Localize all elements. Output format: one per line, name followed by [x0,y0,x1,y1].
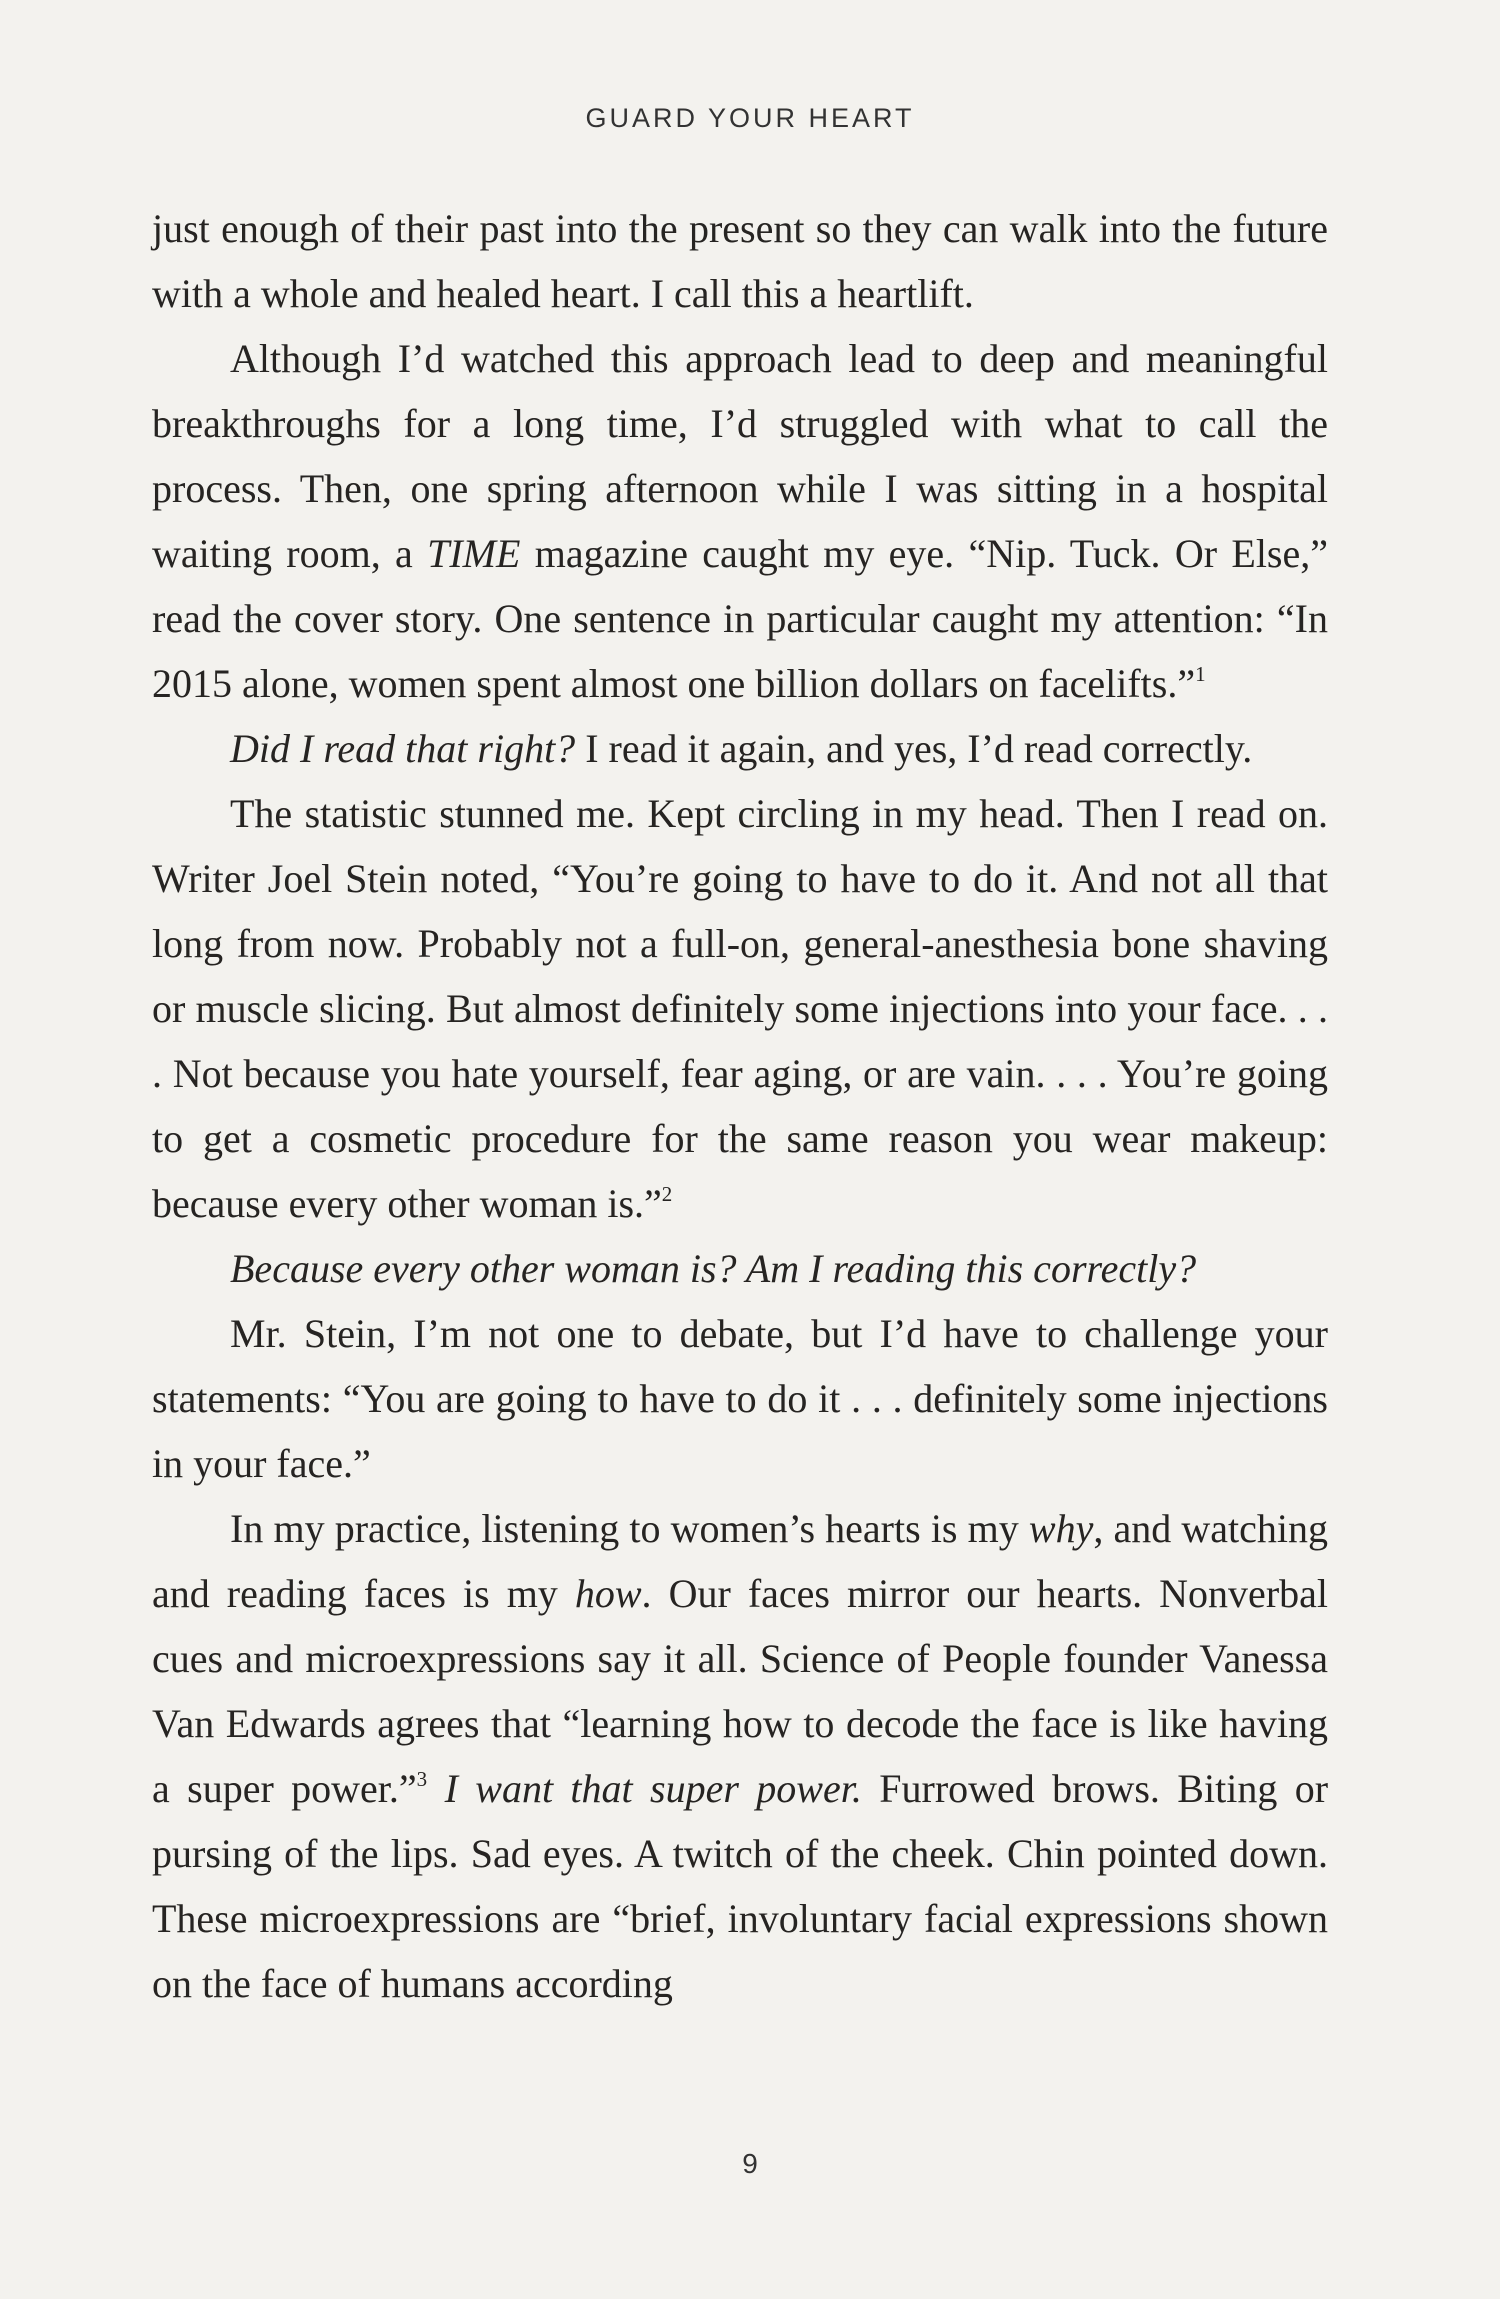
italic-text: how [574,1571,642,1616]
text-run: In my practice, listening to women’s hearts is my [230,1506,1029,1551]
text-run: just enough of their past into the present so they can walk into the future with a whole and healed heart. I call this a heartlift. [152,206,1328,316]
text-run: Although I’d watched this approach lead to deep and meaningful breakthroughs for a long time, I’d struggled with what to call the process. Then, one spring afternoon while I was sitting in a hospital waiting room, a [152,336,1328,576]
text-run: Mr. Stein, I’m not one to debate, but I’d have to challenge your statements: “You are going to have to do it . . . definitely some injections in your face.” [152,1311,1328,1486]
italic-text: Because every other woman is? Am I reading this correctly? [230,1246,1197,1291]
paragraph [152,716,1328,781]
paragraph [152,1236,1328,1301]
text-run: Furrowed brows. Biting or pursing of the lips. Sad eyes. A twitch of the cheek. Chin pointed down. These microexpressions are “brief, involuntary facial expressions shown on the face of humans according [152,1766,1329,2006]
text-run: . Our faces mirror our hearts. Nonverbal cues and microexpressions say it all. Science of People founder Vanessa Van Edwards agrees that “learning how to decode the face is like having a super power.” [152,1571,1329,1811]
page-number: 9 [742,2148,758,2179]
text-run: magazine caught my eye. “Nip. Tuck. Or Else,” read the cover story. One sentence in particular caught my attention: “In 2015 alone, women spent almost one billion dollars on facelifts.” [152,531,1329,706]
italic-text: Did I read that right? [230,726,576,771]
italic-text: why [1028,1506,1094,1551]
italic-text: TIME [427,531,521,576]
body-text [152,196,1328,2016]
paragraph [152,326,1328,716]
footnote-marker: 1 [1195,662,1206,686]
paragraph [152,781,1328,1236]
footnote-marker: 2 [661,1182,673,1206]
text-run: The statistic stunned me. Kept circling in my head. Then I read on. Writer Joel Stein noted, “You’re going to have to do it. And not all that long from now. Probably not a full-on, general-anesthesia bone shaving or muscle slicing. But almost definitely some injections into your face. . . . Not because you hate yourself, fear aging, or are vain. . . . You’re going to get a cosmetic procedure for the same reason you wear makeup: because every other woman is.” [152,791,1328,1226]
paragraph [152,1496,1328,2016]
footnote-marker: 3 [416,1767,428,1791]
paragraph [152,1301,1328,1496]
running-header: GUARD YOUR HEART [585,103,915,133]
text-run: I read it again, and yes, I’d read correctly. [575,726,1253,771]
text-run [427,1766,444,1811]
text-run: , and watching and reading faces is my [152,1506,1329,1616]
italic-text: I want that super power. [444,1766,862,1811]
paragraph [152,196,1328,326]
